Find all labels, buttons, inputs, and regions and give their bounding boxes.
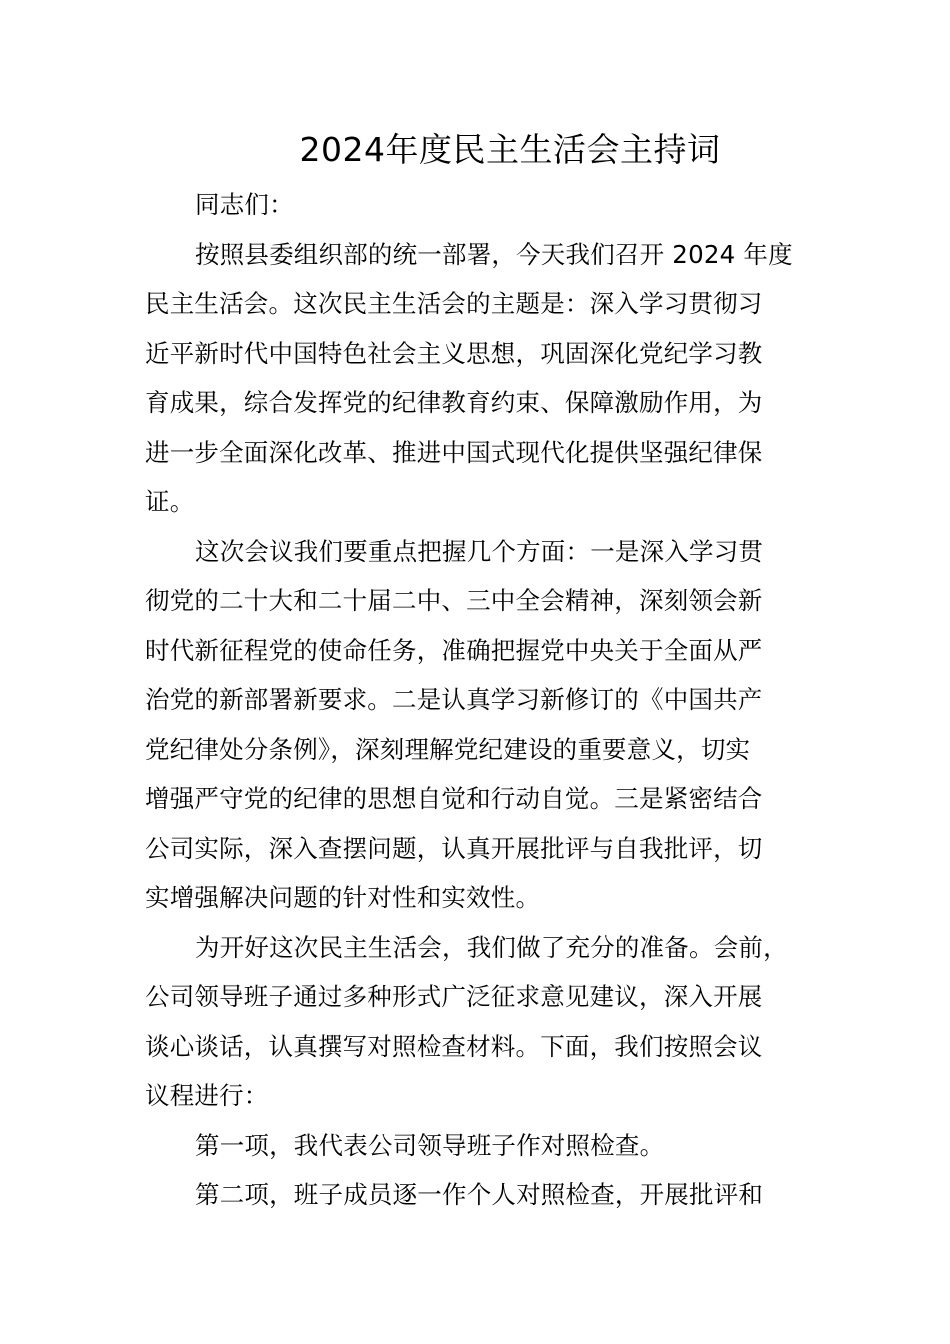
body-line: 增强严守党的纪律的思想自觉和行动自觉。三是紧密结合 [145,784,763,813]
body-line: 第一项，我代表公司领导班子作对照检查。 [195,1130,665,1160]
body-line: 公司领导班子通过多种形式广泛征求意见建议，深入开展 [145,982,763,1011]
body-line: 第二项，班子成员逐一作个人对照检查，开展批评和 [195,1180,764,1209]
body-line: 公司实际，深入查摆问题，认真开展批评与自我批评，切 [145,833,763,863]
body-line: 实增强解决问题的针对性和实效性。 [145,883,541,912]
body-line: 育成果，综合发挥党的纪律教育约束、保障激励作用，为 [145,388,763,417]
body-line: 这次会议我们要重点把握几个方面：一是深入学习贯 [195,536,764,566]
body-line: 时代新征程党的使命任务，准确把握党中央关于全面从严 [145,635,763,665]
body-line: 议程进行： [145,1081,269,1110]
body-line: 彻党的二十大和二十届二中、三中全会精神，深刻领会新 [145,586,763,615]
body-line: 证。 [145,487,195,516]
body-line: 谈心谈话，认真撰写对照检查材料。下面，我们按照会议 [145,1031,763,1061]
body-line: 同志们： [195,190,294,219]
body-line: 民主生活会。这次民主生活会的主题是：深入学习贯彻习 [145,289,763,318]
body-line: 进一步全面深化改革、推进中国式现代化提供坚强纪律保 [145,437,763,467]
document-body [145,180,835,1220]
body-line: 为开好这次民主生活会，我们做了充分的准备。会前， [195,932,788,962]
body-line: 治党的新部署新要求。二是认真学习新修订的《中国共产 [145,685,763,714]
body-line: 按照县委组织部的统一部署，今天我们召开 2024 年度 [195,239,793,269]
body-line: 党纪律处分条例》，深刻理解党纪建设的重要意义，切实 [145,734,751,764]
document-title: 2024年度民主生活会主持词 [299,130,721,169]
body-line: 近平新时代中国特色社会主义思想，巩固深化党纪学习教 [145,338,763,368]
